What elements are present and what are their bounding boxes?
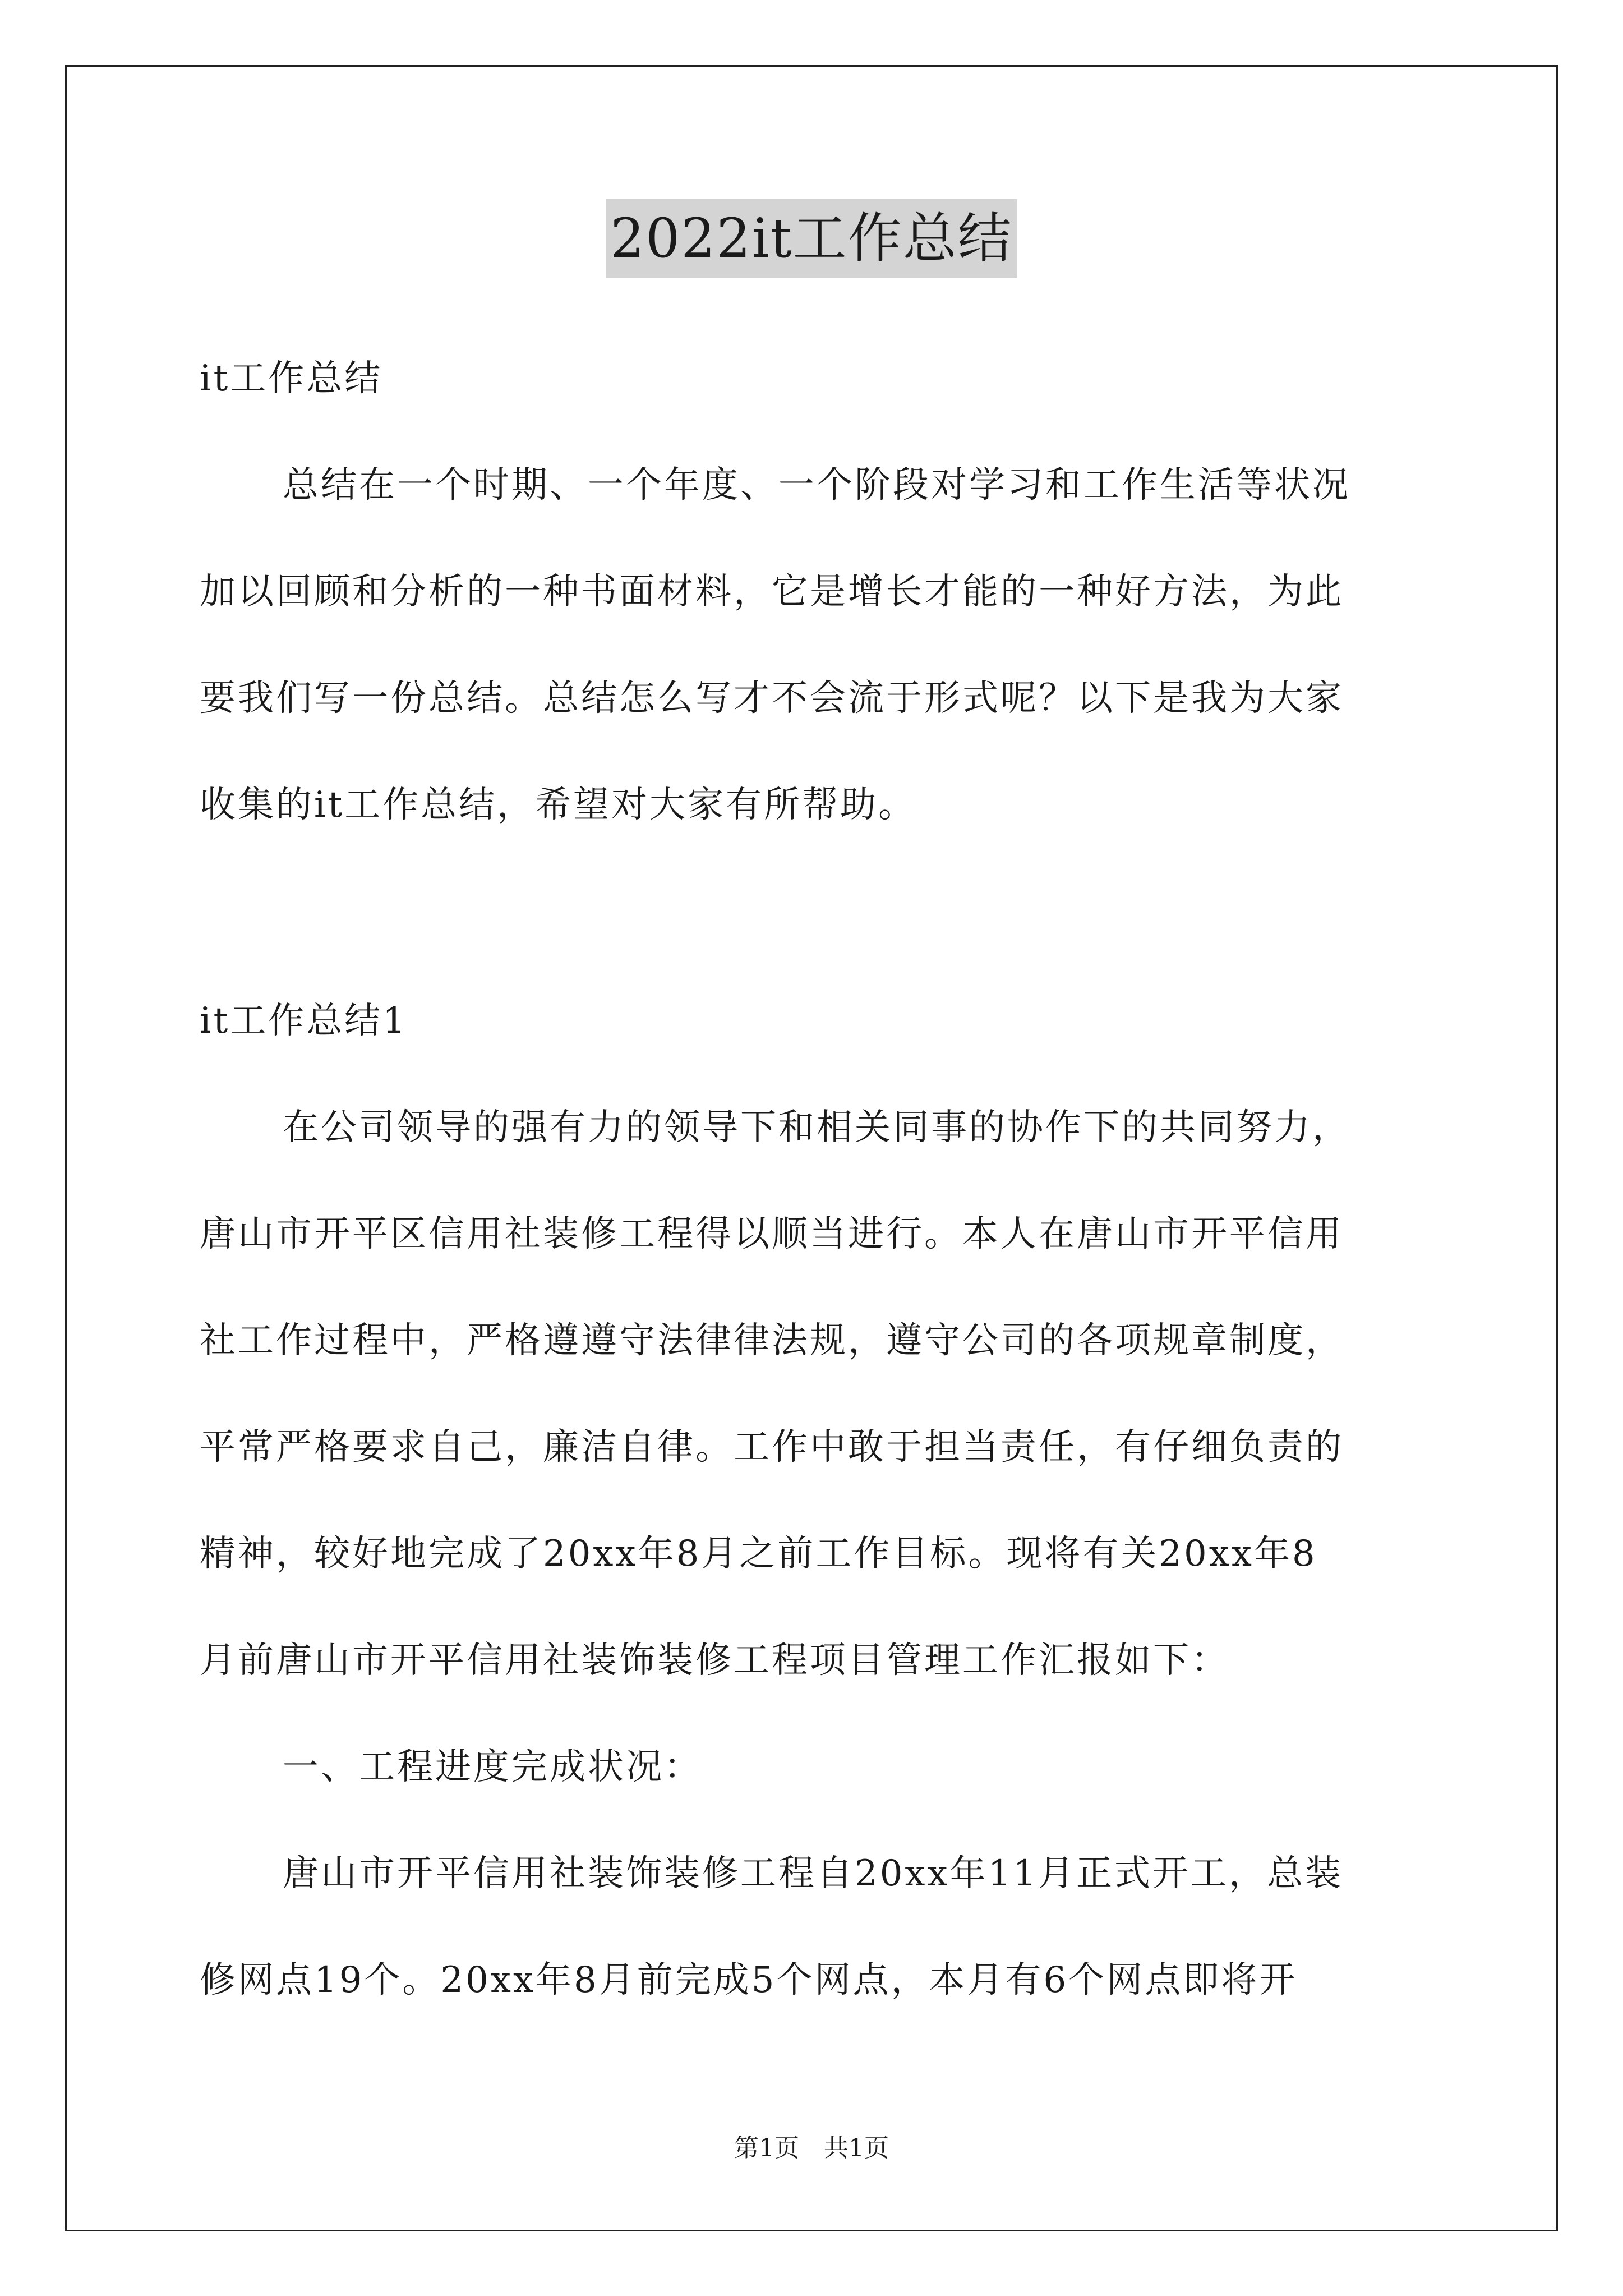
document-title: 2022it工作总结 <box>606 199 1017 278</box>
title-container <box>0 199 1623 278</box>
paragraph-line: 总结在一个时期、一个年度、一个阶段对学习和工作生活等状况 <box>283 464 1350 506</box>
paragraph-line: 平常严格要求自己，廉洁自律。工作中敢于担当责任，有仔细负责的 <box>200 1427 1344 1468</box>
paragraph-line: 唐山市开平区信用社装修工程得以顺当进行。本人在唐山市开平信用 <box>200 1213 1344 1255</box>
paragraph-line: 精神，较好地完成了20xx年8月之前工作目标。现将有关20xx年8 <box>200 1533 1317 1575</box>
paragraph-line: 加以回顾和分析的一种书面材料，它是增长才能的一种好方法，为此 <box>200 571 1344 613</box>
paragraph-line: 月前唐山市开平信用社装饰装修工程项目管理工作汇报如下： <box>200 1640 1229 1681</box>
paragraph-line: 社工作过程中，严格遵遵守法律律法规，遵守公司的各项规章制度， <box>200 1320 1344 1361</box>
section-heading: it工作总结1 <box>200 1000 408 1042</box>
section-heading: it工作总结 <box>200 358 383 399</box>
page-footer: 第1页 共1页 <box>734 2134 889 2162</box>
paragraph-line: 修网点19个。20xx年8月前完成5个网点，本月有6个网点即将开 <box>200 1959 1298 2001</box>
paragraph-line: 唐山市开平信用社装饰装修工程自20xx年11月正式开工，总装 <box>283 1853 1344 1894</box>
paragraph-line: 收集的it工作总结，希望对大家有所帮助。 <box>200 784 917 826</box>
paragraph-line: 要我们写一份总结。总结怎么写才不会流于形式呢？以下是我为大家 <box>200 678 1344 719</box>
paragraph-line: 在公司领导的强有力的领导下和相关同事的协作下的共同努力， <box>283 1107 1350 1148</box>
subsection-heading: 一、工程进度完成状况： <box>283 1746 702 1788</box>
